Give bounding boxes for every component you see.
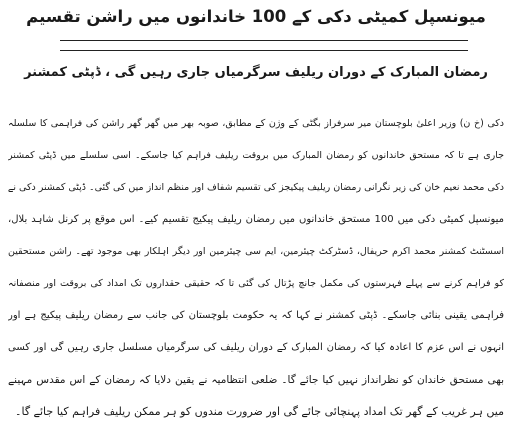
body-line: میونسپل کمیٹی دکی میں 100 مستحق خاندانوں میں رمضان ریلیف پیکیج تقسیم کیے۔ اس موقع پر کرنل شاہد بلال، [8,214,504,225]
body-line: انہوں نے اس عزم کا اعادہ کیا کہ رمضان المبارک کے دوران ریلیف کی سرگرمیاں مسلسل جاری رہیں گی اور کسی [8,342,504,353]
headline-primary: میونسپل کمیٹی دکی کے 100 خاندانوں میں راشن تقسیم [26,7,486,26]
body-line: میں ہر غریب کے گھر تک امداد پہنچائی جائے گی اور ضرورت مندوں کو ہر ممکن ریلیف فراہم کیا جائے گا۔ [15,405,504,418]
headline-divider-top [60,40,468,41]
headline-secondary: رمضان المبارک کے دوران ریلیف سرگرمیاں جاری رہیں گی ، ڈپٹی کمشنر [24,65,488,80]
article-body [8,108,504,428]
body-line: اسسٹنٹ کمشنر محمد اکرم حریفال، ڈسٹرکٹ چیئرمین، ایم سی چیئرمین اور دیگر اہلکار بھی موجود تھے۔ راشن مستحقین [8,246,504,257]
body-line: فراہمی یقینی بنائی جاسکے۔ ڈپٹی کمشنر نے کہا کہ یہ حکومت بلوچستان کی جانب سے رمضان ریلیف پیکیج ہے اور [8,310,504,321]
body-line: کو فراہم کرنے سے پہلے فہرستوں کی مکمل جانچ پڑتال کی گئی تا کہ حقیقی حقداروں تک امداد کی بروقت اور منصفانہ [8,278,504,289]
body-line: دکی محمد نعیم خان کی زیر نگرانی رمضان ریلیف پیکیجز کی تقسیم شفاف اور منظم انداز میں کی گئی۔ ڈپٹی کمشنر دکی نے [8,182,504,193]
body-line: جاری ہے تا کہ مستحق خاندانوں کو رمضان المبارک میں بروقت ریلیف فراہم کیا جاسکے۔ اسی سلسلے میں ڈپٹی کمشنر [8,150,504,161]
headline-divider-bottom [60,50,468,51]
body-line: بھی مستحق خاندان کو نظرانداز نہیں کیا جائے گا۔ ضلعی انتظامیہ نے یقین دلایا کہ رمضان کے اس مقدس مہینے [8,374,504,386]
body-line: دکی (خ ن) وزیر اعلیٰ بلوچستان میر سرفراز بگٹی کے وژن کے مطابق، صوبہ بھر میں گھر گھر راشن کی فراہمی کا سلسلہ [8,118,504,129]
